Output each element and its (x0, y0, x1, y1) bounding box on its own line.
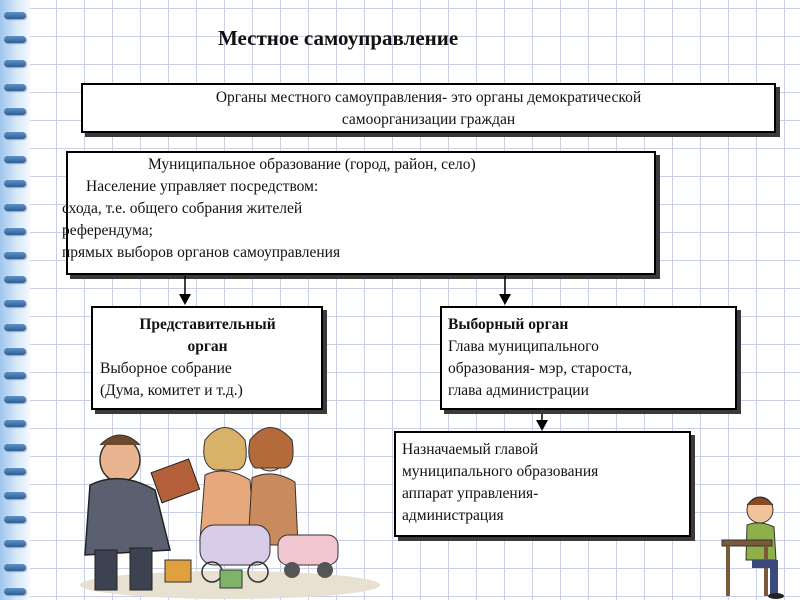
spiral-ring (4, 540, 26, 547)
spiral-ring (4, 204, 26, 211)
elected-heading: Выборный орган (448, 316, 569, 333)
spiral-ring (4, 228, 26, 235)
spiral-ring (4, 276, 26, 283)
spiral-ring (4, 180, 26, 187)
definition-box (81, 83, 776, 133)
spiral-ring (4, 588, 26, 595)
elected-body-box (440, 306, 737, 410)
elected-line-1: Глава муниципального (448, 338, 599, 355)
representative-heading-line-1: Представительный (139, 316, 276, 333)
list-item (62, 198, 648, 220)
notebook-spiral-strip (0, 0, 30, 600)
spiral-ring (4, 444, 26, 451)
spiral-ring (4, 492, 26, 499)
administration-line-2: муниципального образования (402, 463, 599, 480)
spiral-ring (4, 60, 26, 67)
spiral-ring (4, 516, 26, 523)
municipality-heading: Муниципальное образование (город, район, село) (148, 156, 476, 173)
spiral-ring (4, 420, 26, 427)
administration-line-1: Назначаемый главой (402, 441, 539, 458)
representative-heading-line-2: орган (187, 338, 228, 355)
elected-line-2: образования- мэр, староста, (448, 360, 633, 377)
spiral-ring (4, 348, 26, 355)
municipality-subheading: Население управляет посредством: (86, 178, 319, 195)
definition-line-2: самоорганизации граждан (341, 111, 516, 128)
arrow-down-icon (497, 276, 513, 306)
list-item-text: референдума; (62, 222, 153, 239)
representative-line-2: (Дума, комитет и т.д.) (100, 382, 243, 399)
spiral-ring (4, 372, 26, 379)
spiral-ring (4, 84, 26, 91)
spiral-ring (4, 300, 26, 307)
boy-at-desk-illustration (712, 485, 797, 600)
administration-line-3: аппарат управления- (402, 485, 539, 502)
spiral-ring (4, 12, 26, 19)
cartoon-illustration (60, 410, 390, 600)
spiral-ring (4, 396, 26, 403)
spiral-ring (4, 324, 26, 331)
list-item-text: прямых выборов органов самоуправления (62, 244, 341, 261)
arrow-down-icon (177, 276, 193, 306)
elected-line-3: глава администрации (448, 382, 589, 399)
representative-line-1: Выборное собрание (100, 360, 232, 377)
arrow-down-icon (534, 410, 550, 432)
spiral-ring (4, 252, 26, 259)
spiral-ring (4, 36, 26, 43)
spiral-ring (4, 564, 26, 571)
representative-body-box (91, 306, 323, 410)
list-item (62, 220, 648, 242)
administration-line-4: администрация (402, 507, 504, 524)
spiral-ring (4, 132, 26, 139)
list-item-text: схода, т.е. общего собрания жителей (62, 200, 303, 217)
definition-line-1: Органы местного самоуправления- это органы демократической (215, 89, 642, 106)
spiral-ring (4, 468, 26, 475)
administration-box (394, 431, 691, 537)
page-title: Местное самоуправление (218, 26, 459, 50)
municipality-box (62, 151, 656, 275)
list-item (62, 242, 648, 264)
spiral-ring (4, 156, 26, 163)
spiral-ring (4, 108, 26, 115)
